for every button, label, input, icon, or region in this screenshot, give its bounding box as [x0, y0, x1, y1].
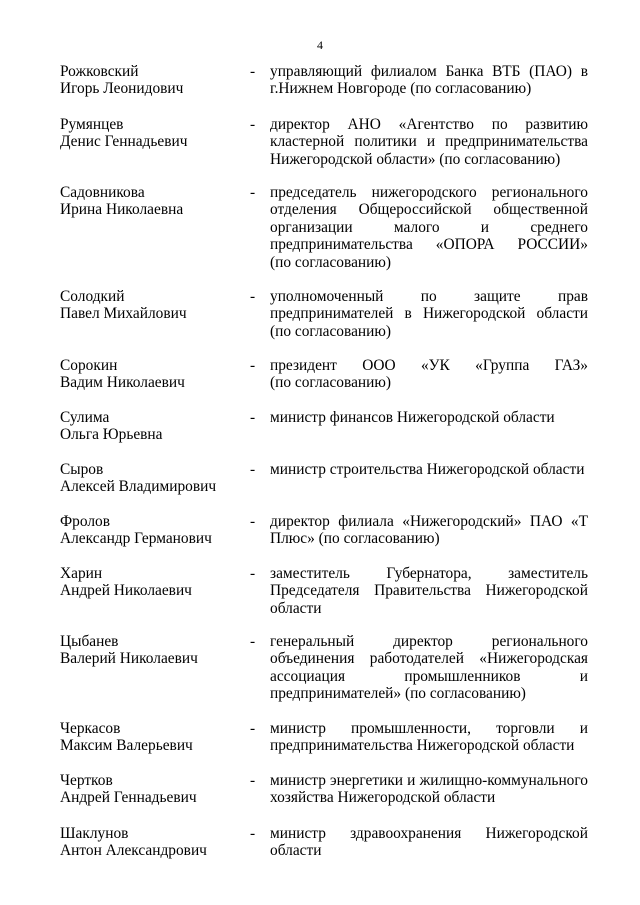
dash-separator: - — [250, 357, 256, 374]
member-surname: Сыров — [60, 461, 104, 478]
member-position — [270, 513, 588, 548]
member-name — [60, 116, 240, 151]
page-number: 4 — [317, 38, 323, 52]
position-line: Председателя Правительства Нижегородской — [270, 582, 588, 600]
position-line: (по согласованию) — [270, 374, 391, 392]
member-position — [270, 116, 588, 168]
position-line: отделения Общероссийской общественной — [270, 201, 588, 219]
member-surname: Рожковский — [60, 63, 139, 80]
member-surname: Сулима — [60, 409, 110, 426]
member-given-names: Андрей Николаевич — [60, 582, 192, 600]
position-line: генеральный директор регионального — [270, 633, 588, 650]
dash-separator: - — [250, 565, 256, 582]
member-given-names: Александр Германович — [60, 530, 212, 548]
dash-separator: - — [250, 772, 256, 789]
member-position — [270, 633, 588, 703]
member-name — [60, 633, 240, 668]
position-line: организации малого и среднего — [270, 218, 588, 236]
member-given-names: Игорь Леонидович — [60, 80, 184, 98]
position-line: заместитель Губернатора, заместитель — [270, 565, 588, 582]
position-line: предпринимательства Нижегородской области — [270, 737, 575, 755]
position-line: предпринимателей в Нижегородской области — [270, 305, 588, 323]
dash-separator: - — [250, 409, 256, 426]
member-name — [60, 825, 240, 860]
position-line: ассоциация промышленников и — [270, 667, 588, 685]
dash-separator: - — [250, 720, 256, 737]
dash-separator: - — [250, 184, 256, 201]
member-position — [270, 409, 588, 426]
member-position — [270, 357, 588, 392]
member-position — [270, 720, 588, 755]
member-surname: Шаклунов — [60, 825, 129, 842]
dash-separator: - — [250, 63, 256, 80]
member-given-names: Денис Геннадьевич — [60, 133, 188, 151]
member-name — [60, 63, 240, 98]
position-line: президент ООО «УК «Группа ГАЗ» — [270, 357, 588, 374]
member-name — [60, 288, 240, 323]
member-given-names: Вадим Николаевич — [60, 374, 185, 392]
dash-separator: - — [250, 633, 256, 650]
member-surname: Садовникова — [60, 184, 145, 201]
position-line: министр финансов Нижегородской области — [270, 409, 555, 426]
position-line: (по согласованию) — [270, 322, 391, 340]
dash-separator: - — [250, 116, 256, 133]
member-name — [60, 357, 240, 392]
member-position — [270, 772, 588, 807]
member-surname: Сорокин — [60, 357, 118, 374]
member-surname: Фролов — [60, 513, 110, 530]
member-position — [270, 63, 588, 98]
position-line: министр строительства Нижегородской области — [270, 461, 585, 478]
member-surname: Черкасов — [60, 720, 121, 737]
position-line: Нижегородской области» (по согласованию) — [270, 150, 561, 168]
member-name — [60, 720, 240, 755]
position-line: предпринимателей» (по согласованию) — [270, 685, 526, 703]
dash-separator: - — [250, 461, 256, 478]
member-given-names: Андрей Геннадьевич — [60, 789, 197, 807]
position-line: предпринимательства «ОПОРА РОССИИ» — [270, 236, 588, 254]
member-given-names: Ольга Юрьевна — [60, 426, 163, 444]
member-position — [270, 288, 588, 340]
position-line: министр энергетики и жилищно-коммунального — [270, 772, 588, 789]
member-surname: Харин — [60, 565, 103, 582]
member-position — [270, 461, 588, 478]
position-line: (по согласованию) — [270, 253, 391, 271]
position-line: министр промышленности, торговли и — [270, 720, 588, 737]
member-name — [60, 184, 240, 219]
position-line: области — [270, 842, 322, 860]
member-surname: Чертков — [60, 772, 113, 789]
member-given-names: Павел Михайлович — [60, 305, 187, 323]
position-line: уполномоченный по защите прав — [270, 288, 588, 305]
position-line: г.Нижнем Новгороде (по согласованию) — [270, 80, 532, 98]
position-line: управляющий филиалом Банка ВТБ (ПАО) в — [270, 63, 588, 80]
position-line: министр здравоохранения Нижегородской — [270, 825, 588, 842]
dash-separator: - — [250, 288, 256, 305]
member-surname: Румянцев — [60, 116, 124, 133]
dash-separator: - — [250, 513, 256, 530]
member-given-names: Валерий Николаевич — [60, 650, 198, 668]
position-line: директор АНО «Агентство по развитию — [270, 116, 588, 133]
member-given-names: Максим Валерьевич — [60, 737, 193, 755]
member-name — [60, 772, 240, 807]
member-position — [270, 825, 588, 860]
position-line: хозяйства Нижегородской области — [270, 789, 496, 807]
member-position — [270, 565, 588, 617]
position-line: директор филиала «Нижегородский» ПАО «Т — [270, 513, 588, 530]
member-surname: Цыбанев — [60, 633, 119, 650]
member-name — [60, 513, 240, 548]
position-line: председатель нижегородского регионального — [270, 184, 588, 201]
member-name — [60, 565, 240, 600]
member-surname: Солодкий — [60, 288, 125, 305]
member-given-names: Ирина Николаевна — [60, 201, 184, 219]
member-given-names: Антон Александрович — [60, 842, 207, 860]
member-position — [270, 184, 588, 271]
dash-separator: - — [250, 825, 256, 842]
member-given-names: Алексей Владимирович — [60, 478, 217, 496]
member-name — [60, 461, 240, 496]
position-line: Плюс» (по согласованию) — [270, 530, 440, 548]
member-name — [60, 409, 240, 444]
position-line: объединения работодателей «Нижегородская — [270, 650, 588, 668]
position-line: кластерной политики и предпринимательства — [270, 133, 588, 151]
position-line: области — [270, 599, 322, 617]
